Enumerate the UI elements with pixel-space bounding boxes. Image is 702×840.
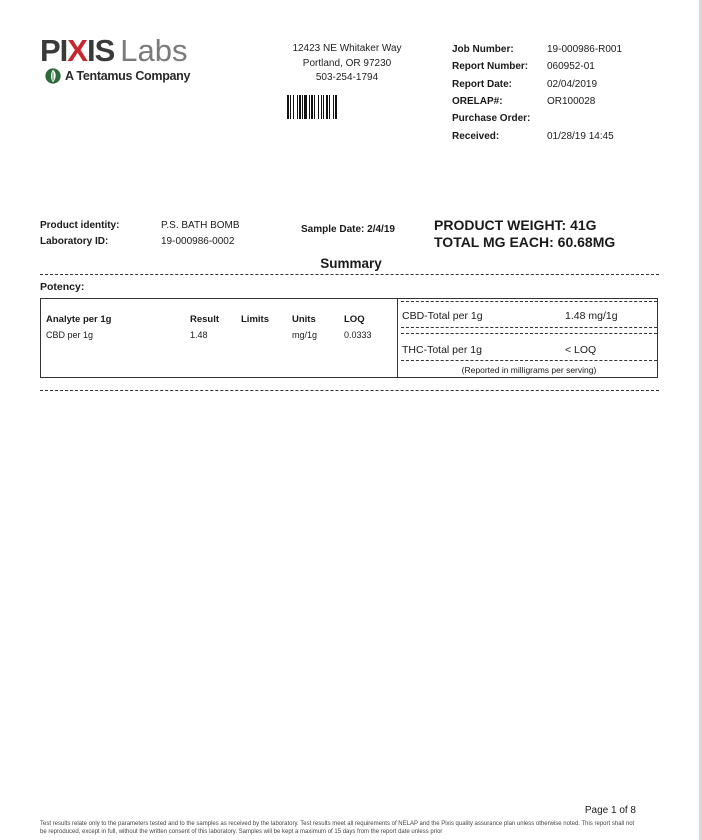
cbd-total-value: 1.48 mg/1g	[565, 310, 618, 322]
tagline-text: A Tentamus Company	[65, 69, 191, 83]
barcode-bar	[297, 95, 298, 119]
results-table	[46, 312, 394, 342]
barcode-bar	[304, 95, 307, 119]
tentamus-tagline	[44, 67, 190, 85]
lab-id-label: Laboratory ID:	[40, 235, 109, 247]
job-info	[452, 41, 657, 145]
column-divider	[397, 299, 398, 377]
divider	[401, 327, 657, 328]
divider	[401, 360, 657, 361]
summary-title: Summary	[320, 256, 382, 271]
product-identity-value: P.S. BATH BOMB	[161, 219, 240, 231]
barcode-bar	[299, 95, 301, 119]
divider	[40, 274, 659, 275]
barcode-bar	[311, 95, 313, 119]
results-box	[40, 298, 658, 378]
thc-total-value: < LOQ	[565, 344, 597, 356]
job-info-row: Report Number: 060952-01	[452, 61, 595, 73]
reporting-note: (Reported in milligrams per serving)	[461, 365, 597, 375]
product-details	[40, 217, 240, 249]
address-city: Portland, OR 97230	[302, 57, 392, 69]
product-weight-block	[434, 217, 615, 251]
barcode-bar	[326, 95, 328, 119]
barcode-bar	[293, 95, 294, 119]
product-identity-label: Product identity:	[40, 219, 120, 231]
barcode	[287, 95, 367, 119]
job-info-row: Received: 01/28/19 14:45	[452, 130, 614, 142]
job-info-row: Report Date: 02/04/2019	[452, 78, 598, 90]
sample-date: Sample Date: 2/4/19	[301, 224, 395, 235]
barcode-bar	[287, 95, 289, 119]
lab-address	[262, 42, 432, 86]
barcode-bar	[335, 95, 337, 119]
footer-disclaimer: Test results relate only to the parameters tested and to the samples as received by the laboratory. Test results meet all requirements of NELAP and the Pixis quality assurance plan unless otherwise noted. This report shall not be reproduced, except in full, without the written consent of this laboratory. Samples will be kept a maximum of 15 days from the report date unless prior	[40, 821, 635, 835]
cbd-total-label: CBD-Total per 1g	[402, 310, 483, 322]
divider	[401, 333, 657, 334]
barcode-bar	[321, 95, 322, 119]
page-number: Page 1 of 8	[584, 805, 636, 816]
divider	[40, 390, 659, 391]
potency-label: Potency:	[40, 281, 85, 293]
address-phone: 503-254-1794	[315, 72, 379, 83]
pixis-labs-logo: PIXIS Labs	[40, 33, 188, 68]
barcode-bar	[318, 95, 319, 119]
barcode-bar	[333, 95, 334, 119]
divider	[401, 301, 657, 302]
job-info-row: Purchase Order:	[452, 113, 531, 125]
barcode-bar	[323, 95, 324, 119]
table-row: CBD per 1g 1.48 mg/1g 0.0333	[46, 329, 372, 340]
barcode-bar	[329, 95, 330, 119]
tentamus-leaf-icon	[44, 67, 62, 85]
barcode-bar	[314, 95, 315, 119]
barcode-bar	[290, 95, 291, 119]
product-weight: PRODUCT WEIGHT: 41G	[434, 217, 597, 233]
barcode-bar	[309, 95, 310, 119]
table-header-row: Analyte per 1g Result Limits Units LOQ	[46, 314, 365, 325]
total-mg: TOTAL MG EACH: 60.68MG	[434, 234, 616, 250]
address-street: 12423 NE Whitaker Way	[292, 43, 402, 54]
job-info-row: ORELAP#: OR100028	[452, 96, 596, 108]
job-info-row: Job Number: 19-000986-R001	[452, 44, 623, 56]
thc-total-label: THC-Total per 1g	[402, 344, 482, 356]
lab-id-value: 19-000986-0002	[161, 235, 235, 247]
barcode-bar	[302, 95, 303, 119]
